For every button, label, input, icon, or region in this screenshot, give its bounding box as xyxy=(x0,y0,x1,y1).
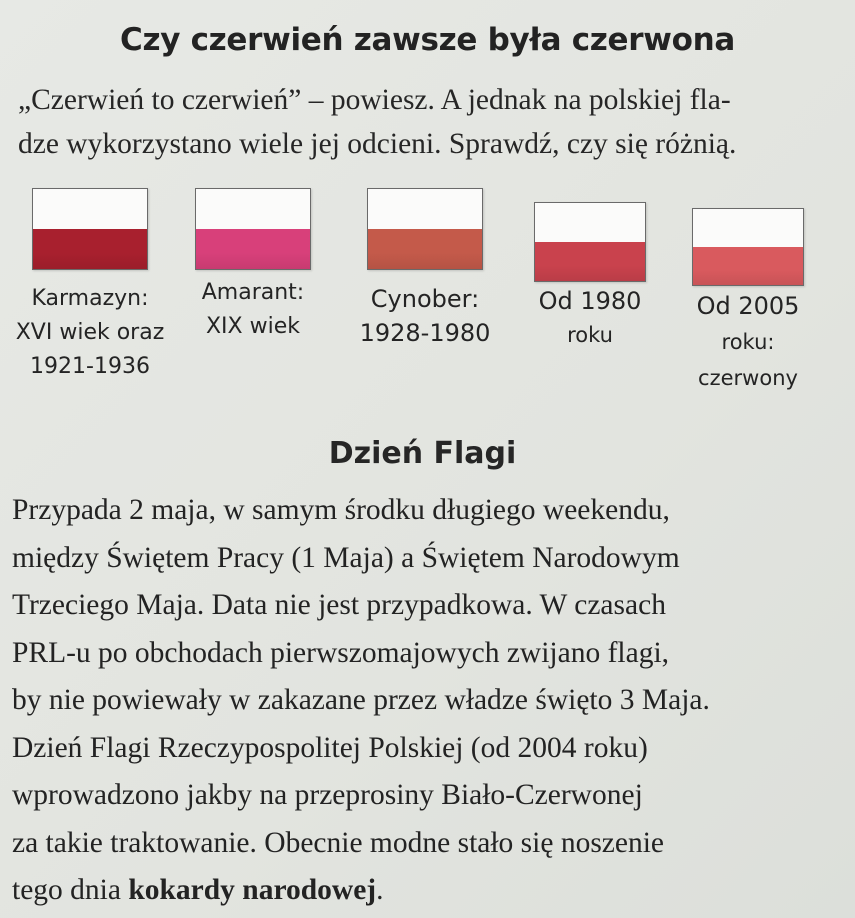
caption-line: Od 2005 xyxy=(696,292,800,320)
body-paragraph xyxy=(12,488,842,916)
flag-caption xyxy=(335,282,515,350)
flag-2005 xyxy=(692,208,804,286)
caption-line: Amarant: xyxy=(201,280,305,305)
flag-caption xyxy=(500,284,680,352)
caption-line: Cynober: xyxy=(370,285,480,313)
body-last-prefix: tego dnia xyxy=(12,874,129,906)
intro-line: „Czerwień to czerwień” – powiesz. A jednak na polskiej fla- xyxy=(18,84,731,116)
body-line: między Świętem Pracy (1 Maja) a Świętem Narodowym xyxy=(12,541,680,574)
flag-item-2005 xyxy=(658,208,838,396)
flag-red-stripe xyxy=(368,229,482,269)
caption-line: Karmazyn: xyxy=(31,286,149,311)
section-heading: Dzień Flagi xyxy=(328,436,517,471)
body-line: Trzeciego Maja. Data nie jest przypadkowa. W czasach xyxy=(12,589,666,621)
body-last-suffix: . xyxy=(376,874,384,906)
caption-line: 1921-1936 xyxy=(30,354,150,379)
caption-line: XVI wiek oraz xyxy=(15,320,165,345)
flag-amarant xyxy=(195,188,311,270)
flag-white-stripe xyxy=(693,209,803,247)
flag-caption xyxy=(163,276,343,344)
flag-shades-row xyxy=(0,188,855,408)
page-title: Czy czerwień zawsze była czerwona xyxy=(120,22,735,58)
caption-line: 1928-1980 xyxy=(359,319,491,347)
caption-line: czerwony xyxy=(698,366,798,390)
flag-item-cynober xyxy=(335,188,515,350)
flag-caption xyxy=(658,288,838,396)
caption-line: Od 1980 xyxy=(538,287,642,315)
body-line: Przypada 2 maja, w samym środku długiego weekendu, xyxy=(12,494,670,526)
flag-item-1980 xyxy=(500,202,680,352)
flag-white-stripe xyxy=(535,203,645,242)
flag-white-stripe xyxy=(368,189,482,229)
flag-1980 xyxy=(534,202,646,282)
flag-red-stripe xyxy=(196,229,310,269)
body-line: wprowadzono jakby na przeprosiny Biało-Czerwonej xyxy=(12,779,643,811)
body-line: PRL-u po obchodach pierwszomajowych zwijano flagi, xyxy=(12,636,670,669)
caption-line: XIX wiek xyxy=(205,314,300,339)
flag-item-karmazyn xyxy=(0,188,180,384)
intro-paragraph xyxy=(18,78,838,166)
flag-cynober xyxy=(367,188,483,270)
kokarda-emphasis: kokardy narodowej xyxy=(128,874,377,906)
flag-item-amarant xyxy=(163,188,343,344)
flag-red-stripe xyxy=(693,247,803,285)
flag-white-stripe xyxy=(196,189,310,229)
flag-caption xyxy=(0,282,180,384)
flag-red-stripe xyxy=(33,229,147,269)
body-last-line xyxy=(12,868,842,916)
flag-red-stripe xyxy=(535,242,645,281)
flag-white-stripe xyxy=(33,189,147,229)
caption-line: roku: xyxy=(721,330,775,354)
body-line: by nie powiewały w zakazane przez władze święto 3 Maja. xyxy=(12,684,710,716)
caption-line: roku xyxy=(567,323,613,347)
body-line: za takie traktowanie. Obecnie modne stało się noszenie xyxy=(12,826,665,859)
flag-karmazyn xyxy=(32,188,148,270)
intro-line: dze wykorzystano wiele jej odcieni. Sprawdź, czy się różnią. xyxy=(18,128,737,160)
body-line: Dzień Flagi Rzeczypospolitej Polskiej (od 2004 roku) xyxy=(12,731,648,764)
